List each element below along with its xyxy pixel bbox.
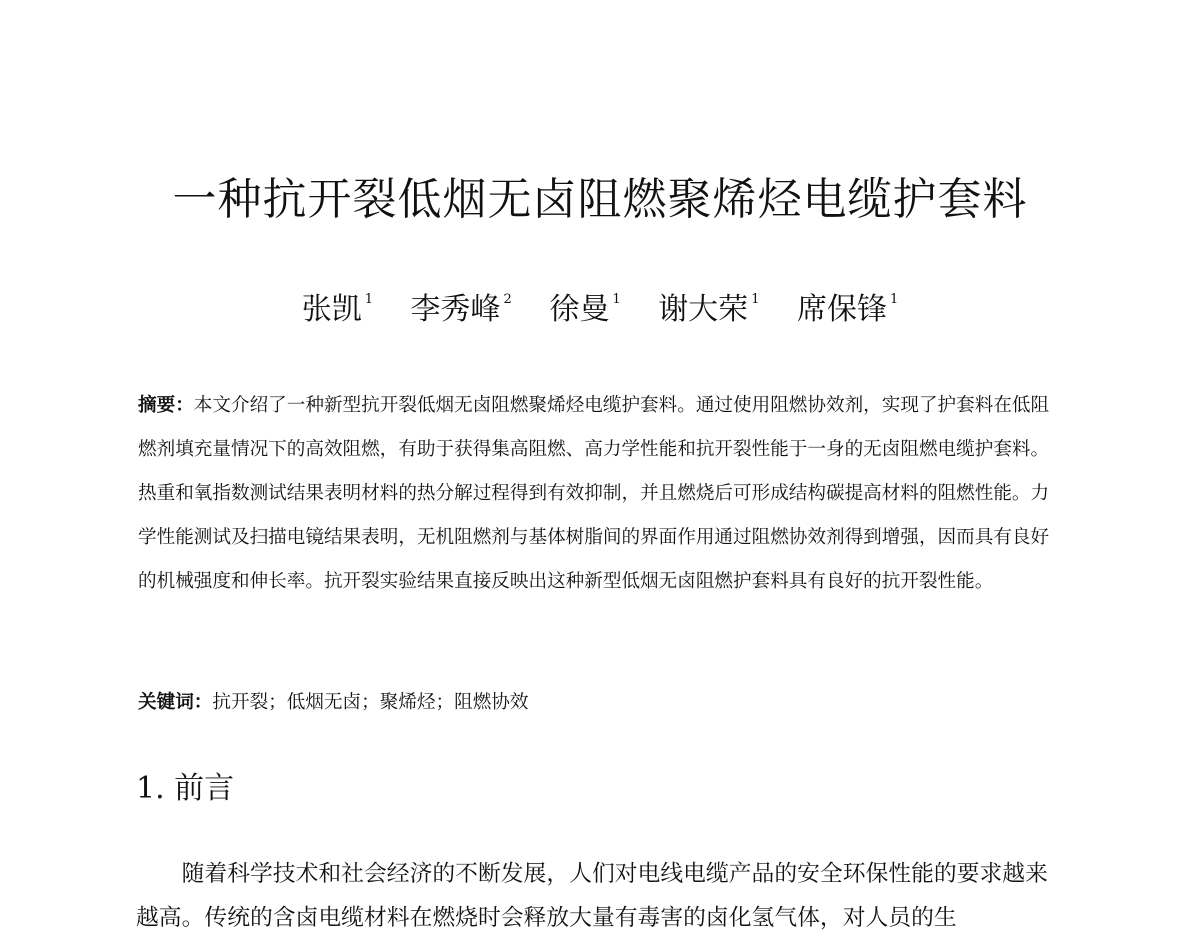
author-name: 张凯 xyxy=(301,292,362,327)
author-affiliation: 1 xyxy=(364,292,373,307)
author xyxy=(411,278,512,332)
author-list xyxy=(0,278,1200,332)
author-affiliation: 2 xyxy=(503,292,512,307)
author-affiliation: 1 xyxy=(751,292,760,307)
keywords-label: 关键词： xyxy=(138,692,213,713)
abstract xyxy=(138,384,1066,604)
abstract-text: 本文介绍了一种新型抗开裂低烟无卤阻燃聚烯烃电缆护套料。通过使用阻燃协效剂，实现了护套料在低阻燃剂填充量情况下的高效阻燃，有助于获得集高阻燃、高力学性能和抗开裂性能于一身的无卤阻燃电缆护套料。热重和氧指数测试结果表明材料的热分解过程得到有效抑制，并且燃烧后可形成结构碳提高材料的阻燃性能。力学性能测试及扫描电镜结果表明，无机阻燃剂与基体树脂间的界面作用通过阻燃协效剂得到增强，因而具有良好的机械强度和伸长率。抗开裂实验结果直接反映出这种新型低烟无卤阻燃护套料具有良好的抗开裂性能。 xyxy=(138,395,1050,592)
author xyxy=(302,278,373,332)
author xyxy=(549,278,620,332)
abstract-label: 摘要： xyxy=(138,395,194,416)
paper-title: 一种抗开裂低烟无卤阻燃聚烯烃电缆护套料 xyxy=(172,174,1028,225)
section-heading: 1. 前言 xyxy=(136,771,235,806)
section-body: 随着科学技术和社会经济的不断发展，人们对电线电缆产品的安全环保性能的要求越来越高。传统的含卤电缆材料在燃烧时会释放大量有毒害的卤化氢气体，对人员的生 xyxy=(136,861,1048,931)
author xyxy=(658,278,759,332)
author xyxy=(797,278,898,332)
author-affiliation: 1 xyxy=(890,292,899,307)
author-name: 李秀峰 xyxy=(410,292,501,327)
author-affiliation: 1 xyxy=(612,292,621,307)
keywords xyxy=(138,683,529,723)
keywords-text: 抗开裂；低烟无卤；聚烯烃；阻燃协效 xyxy=(212,692,529,713)
author-name: 席保锋 xyxy=(797,292,888,327)
author-name: 谢大荣 xyxy=(658,292,749,327)
author-name: 徐曼 xyxy=(549,292,610,327)
